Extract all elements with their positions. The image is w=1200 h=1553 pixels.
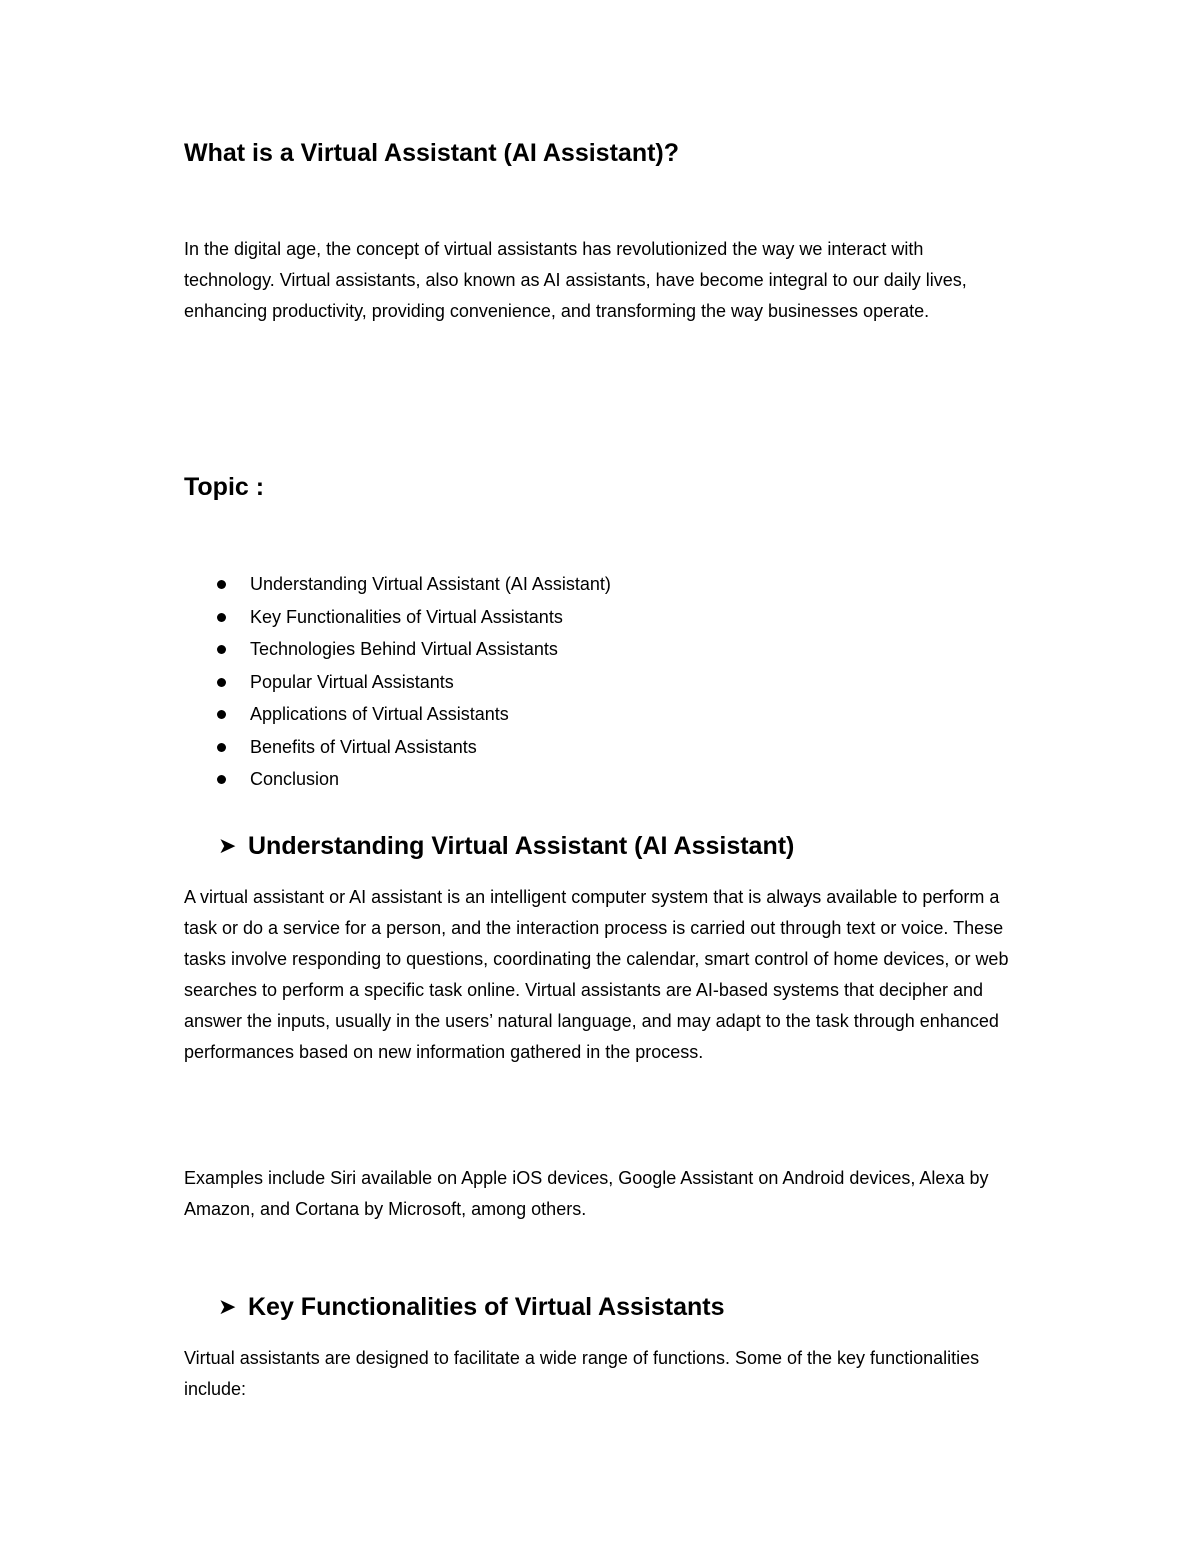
understanding-paragraph: A virtual assistant or AI assistant is an intelligent computer system that is always available to perform a task or do a service for a person, and the interaction process is carried out through text or voice. These tasks involve responding to questions, coordinating the calendar, smart control of home devices, or web searches to perform a specific task online. Virtual assistants are AI-based systems that decipher and answer the inputs, usually in the users’ natural language, and may adapt to the task through enhanced performances based on new information gathered in the process. bbox=[184, 887, 1009, 1062]
topic-list-item bbox=[184, 763, 611, 796]
key-functionalities-paragraph: Virtual assistants are designed to facilitate a wide range of functions. Some of the key functionalities include: bbox=[184, 1348, 980, 1399]
section-heading-key-functionalities bbox=[218, 1290, 725, 1324]
topic-label: Technologies Behind Virtual Assistants bbox=[250, 639, 558, 659]
examples-paragraph: Examples include Siri available on Apple iOS devices, Google Assistant on Android devices, Alexa by Amazon, and Cortana by Microsoft, among others. bbox=[184, 1168, 989, 1219]
section-heading-understanding bbox=[218, 829, 794, 863]
section-heading-text: Key Functionalities of Virtual Assistants bbox=[248, 1293, 725, 1321]
topic-label: Applications of Virtual Assistants bbox=[250, 704, 509, 724]
topic-list-item bbox=[184, 731, 611, 764]
topic-list-item bbox=[184, 568, 611, 601]
bullet-dot-icon bbox=[217, 645, 226, 654]
bullet-dot-icon bbox=[217, 613, 226, 622]
topic-list bbox=[184, 568, 611, 796]
bullet-dot-icon bbox=[217, 775, 226, 784]
section-heading-text: Understanding Virtual Assistant (AI Assistant) bbox=[248, 832, 795, 860]
topic-label: Benefits of Virtual Assistants bbox=[250, 736, 477, 757]
topic-list-item bbox=[184, 601, 611, 634]
topic-heading: Topic : bbox=[184, 473, 265, 501]
topic-label: Key Functionalities of Virtual Assistants bbox=[250, 606, 563, 627]
document-title: What is a Virtual Assistant (AI Assistant)? bbox=[184, 139, 680, 167]
bullet-dot-icon bbox=[217, 678, 226, 687]
topic-list-item bbox=[184, 633, 611, 666]
bullet-dot-icon bbox=[217, 743, 226, 752]
intro-paragraph: In the digital age, the concept of virtual assistants has revolutionized the way we interact with technology. Virtual assistants, also known as AI assistants, have become integral to our daily lives, enhancing productivity, providing convenience, and transforming the way businesses operate. bbox=[184, 239, 967, 321]
topic-list-item bbox=[184, 666, 611, 699]
bullet-dot-icon bbox=[217, 580, 226, 589]
topic-label: Understanding Virtual Assistant (AI Assistant) bbox=[250, 574, 611, 594]
arrow-bullet-icon: ➤ bbox=[218, 1294, 237, 1319]
bullet-dot-icon bbox=[217, 710, 226, 719]
topic-list-item bbox=[184, 698, 611, 731]
topic-label: Popular Virtual Assistants bbox=[250, 671, 454, 692]
arrow-bullet-icon: ➤ bbox=[218, 833, 237, 858]
topic-label: Conclusion bbox=[250, 769, 340, 789]
